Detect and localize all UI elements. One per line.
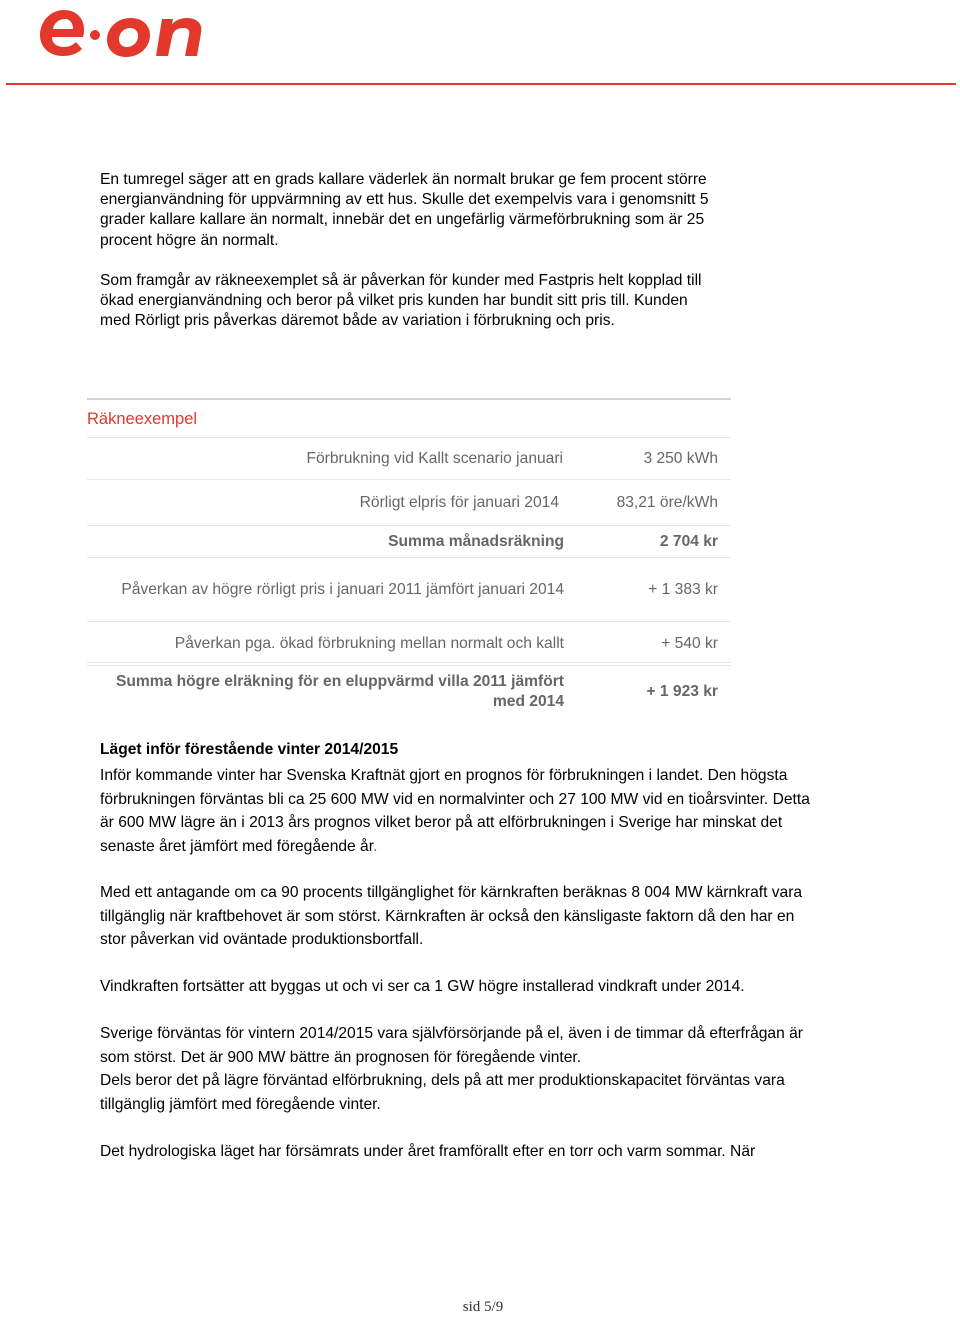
table-row-total xyxy=(87,665,731,718)
calculation-example-table xyxy=(87,398,731,718)
body-paragraph-1 xyxy=(100,764,820,858)
page-number: sid 5/9 xyxy=(462,1299,504,1315)
row-value: + 1 923 kr xyxy=(646,683,718,700)
row-label: Påverkan pga. ökad förbrukning mellan normalt och kallt xyxy=(174,634,564,652)
row-label: Förbrukning vid Kallt scenario januari xyxy=(306,449,563,467)
table-row xyxy=(87,621,731,665)
intro-paragraph-1: En tumregel säger att en grads kallare väderlek än normalt brukar ge fem procent större energianvändning för uppvärmning av ett hus. Skulle det exempelvis vara i genomsnitt 5 grader kallare kallare än normalt, innebär det en ungefärlig värmeförbrukning som är 25 procent högre än normalt. xyxy=(100,171,709,249)
body-paragraph-4 xyxy=(100,1022,820,1116)
row-value: 83,21 öre/kWh xyxy=(616,493,718,511)
row-label: Påverkan av högre rörligt pris i januari 2011 jämfört januari 2014 xyxy=(121,580,564,598)
intro-paragraph-2: Som framgår av räkneexemplet så är påverkan för kunder med Fastpris helt kopplad till ökad energianvändning och beror på vilket pris kunden har bundit sitt pris till. Kunden med Rörligt pris påverkas däremot både av variation i förbrukning och pris. xyxy=(100,272,702,330)
row-value: + 540 kr xyxy=(661,634,718,652)
paragraph-text: Inför kommande vinter har Svenska Kraftnät gjort en prognos för förbrukningen i landet. Den högsta förbrukningen förväntas bli ca 25 600 MW vid en normalvinter och 27 100 MW vid en tioårsvinter. Detta är 600 MW lägre än i 2013 års prognos vilket beror på att elförbrukningen i Sverige har minskat det senaste året jämfört med föregående år xyxy=(100,767,810,855)
table-heading: Räkneexempel xyxy=(87,410,198,428)
table-row xyxy=(87,479,731,525)
paragraph-end-mark: . xyxy=(373,837,378,855)
body-paragraph-5: Det hydrologiska läget har försämrats under året framförallt efter en torr och varm sommar. När xyxy=(100,1143,756,1160)
table-row xyxy=(87,437,731,479)
body-paragraph-3: Vindkraften fortsätter att byggas ut och vi ser ca 1 GW högre installerad vindkraft under 2014. xyxy=(100,978,745,995)
table-row-total xyxy=(87,525,731,557)
eon-logo xyxy=(36,2,226,62)
row-label: Summa månadsräkning xyxy=(388,532,564,550)
row-value: 2 704 kr xyxy=(659,532,718,550)
row-label: Rörligt elpris för januari 2014 xyxy=(359,493,559,511)
section-title: Läget inför förestående vinter 2014/2015 xyxy=(100,741,399,758)
paragraph-text: Dels beror det på lägre förväntad elförbrukning, dels på att mer produktionskapacitet förväntas vara tillgänglig jämfört med föregående vinter. xyxy=(100,1072,785,1113)
table-row xyxy=(87,557,731,621)
paragraph-text: Sverige förväntas för vintern 2014/2015 vara självförsörjande på el, även i de timmar då efterfrågan är som störst. Det är 900 MW bättre än prognosen för föregående vinter. xyxy=(100,1025,803,1066)
row-label: Summa högre elräkning för en eluppvärmd villa 2011 jämfört med 2014 xyxy=(115,673,564,710)
row-value: 3 250 kWh xyxy=(643,449,718,467)
body-paragraph-2: Med ett antagande om ca 90 procents tillgänglighet för kärnkraften beräknas 8 004 MW kärnkraft vara tillgänglig när kraftbehovet är som störst. Kärnkraften är också den känsligaste faktorn då den har en stor påverkan vid oväntade produktionsbortfall. xyxy=(100,884,803,949)
table-row-divider xyxy=(87,662,731,663)
header-divider xyxy=(6,83,956,85)
row-value: + 1 383 kr xyxy=(648,580,718,598)
